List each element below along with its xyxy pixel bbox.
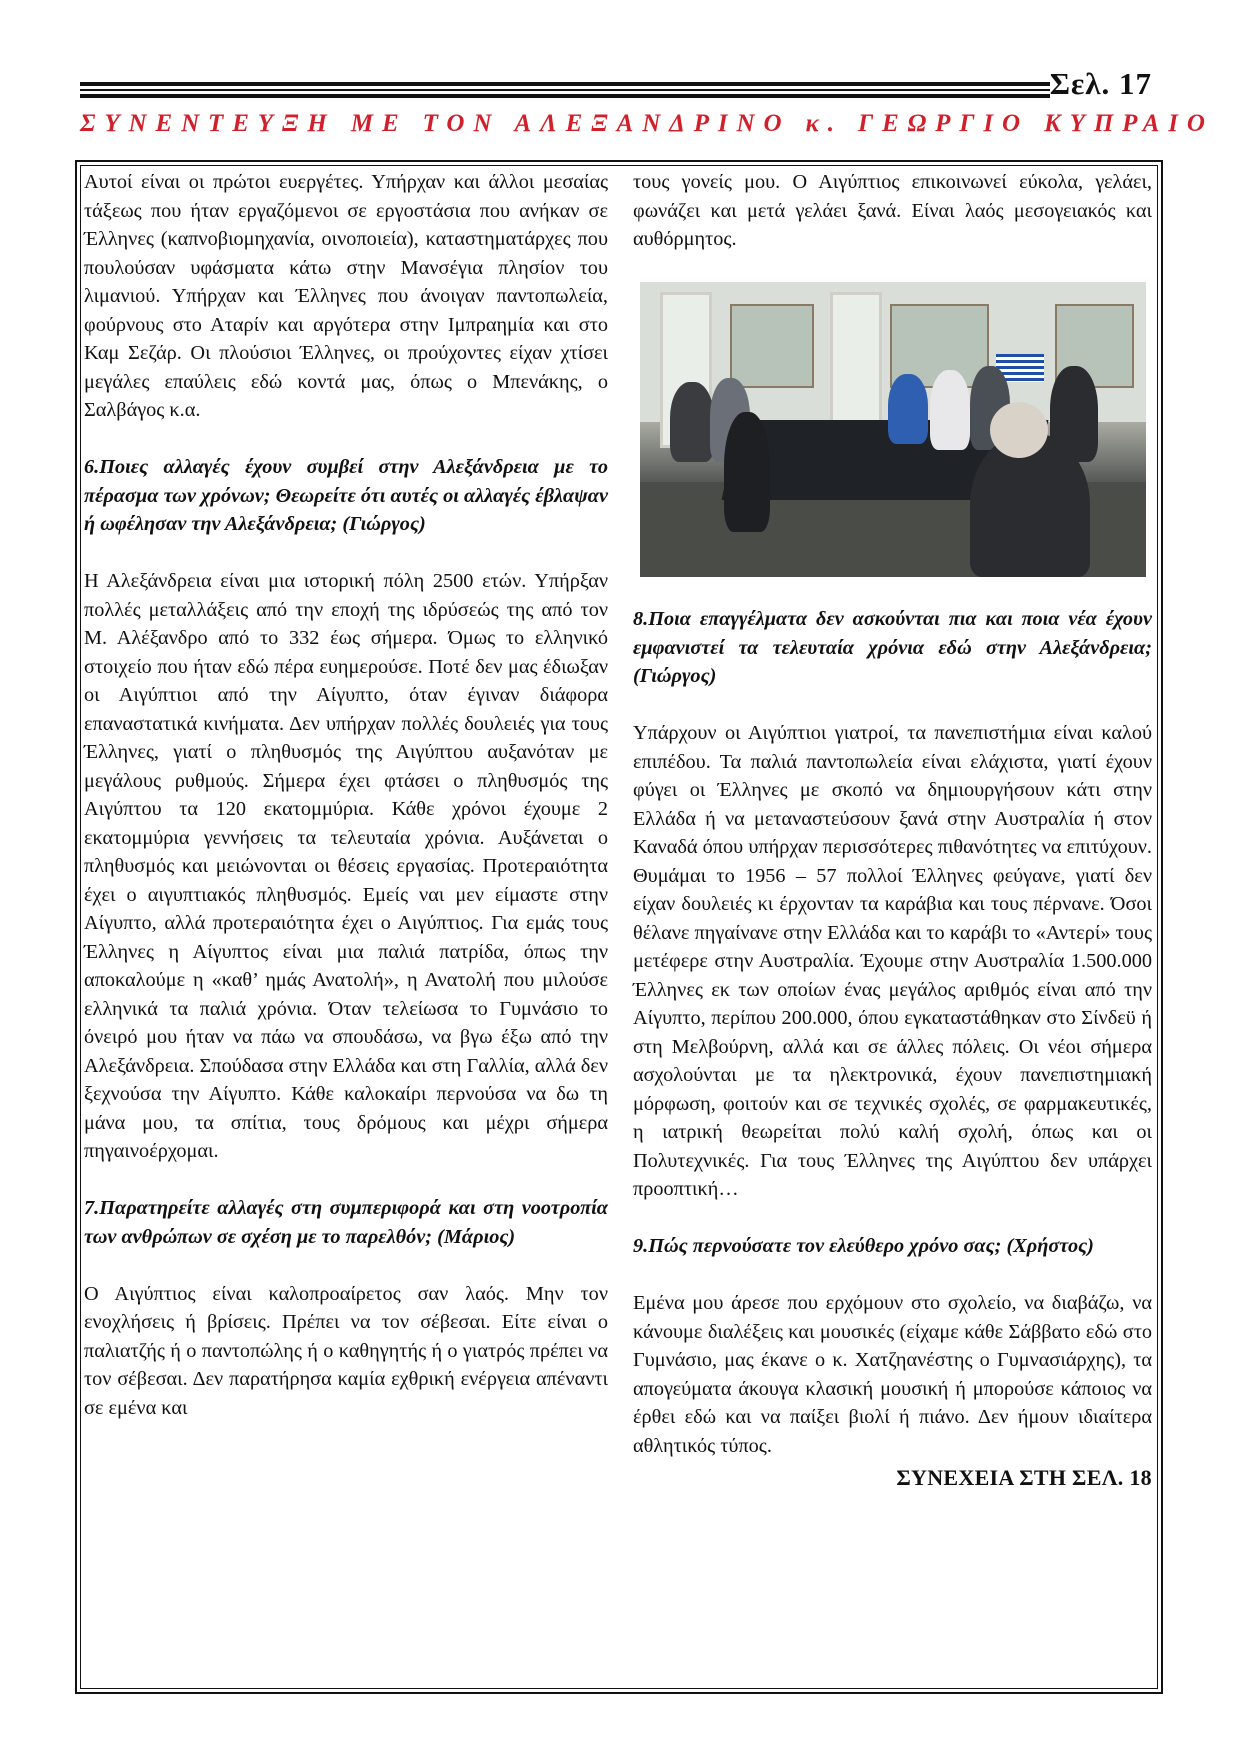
question-6: 6.Ποιες αλλαγές έχουν συμβεί στην Αλεξάνδρεια με το πέρασμα των χρόνων; Θεωρείτε ότι αυτές οι αλλαγές έβλαψαν ή ωφέλησαν την Αλεξάνδρεια; (Γιώργος) <box>84 456 608 535</box>
paragraph: Αυτοί είναι οι πρώτοι ευεργέτες. Υπήρχαν και άλλοι μεσαίας τάξεως που ήταν εργαζόμενοι σε εργοστάσια που ανήκαν σε Έλληνες (καπνοβιομηχανία, οινοποιεία), καταστηματάρχες που πουλούσαν υφάσματα κάτω στην Μανσέγια πλησίον του λιμανιού. Υπήρχαν και Έλληνες που άνοιγαν παντοπωλεία, φούρνους στο Αταρίν και αργότερα στην Ιμπραημία και στο Καμ Σεζάρ. Οι πλούσιοι Έλληνες, οι προύχοντες είχαν χτίσει μεγάλες επαύλεις εδώ κοντά μας, όπως ο Μπενάκης, ο Σαλβάγος κ.α. <box>84 171 608 421</box>
header-rules <box>80 82 1050 98</box>
continued-note: ΣΥΝΕΧΕΙΑ ΣΤΗ ΣΕΛ. 18 <box>896 1465 1152 1490</box>
answer-8: Υπάρχουν οι Αιγύπτιοι γιατροί, τα πανεπιστήμια είναι καλού επιπέδου. Τα παλιά παντοπωλεία είναι ελάχιστα, γιατί έχουν φύγει οι Έλληνες με σκοπό να δημιουργήσουν κάτι στην Ελλάδα ή να μεταναστεύσουν ξανά στην Αυστραλία ή στον Καναδά όπου υπήρχαν περισσότερες πιθανότητες να επιτύχουν. Θυμάμαι το 1956 – 57 πολλοί Έλληνες φεύγανε, γιατί δεν είχαν δουλειές κι έρχονταν τα καράβια και τους πέρνανε. Όσοι θέλανε πηγαίνανε στην Ελλάδα και το καράβι το «Αντερί» τους μετέφερε στην Αυστραλία. Έχουμε στην Αυστραλία 1.500.000 Έλληνες εκ των οποίων ένας μεγάλος αριθμός είναι από την Αίγυπτο, περίπου 200.000, όπου εγκαταστάθηκαν στο Σίνδεϋ ή στη Μελβούρνη, αλλά και σε άλλες πόλεις. Οι νέοι σήμερα ασχολούνται με τα ηλεκτρονικά, έχουν πανεπιστημιακή μόρφωση, φοιτούν και σε τεχνικές σχολές, σε φαρμακευτικές, η ιατρική θεωρείται πολύ καλή σχολή, όπως και οι Πολυτεχνικές. Για τους Έλληνες της Αιγύπτου δεν υπάρχει προοπτική… <box>633 722 1152 1200</box>
page-number: Σελ. 17 <box>1049 66 1152 101</box>
right-column <box>633 168 1152 1493</box>
answer-7: Ο Αιγύπτιος είναι καλοπροαίρετος σαν λαός. Μην τον ενοχλήσεις ή βρίσεις. Πρέπει να τον σέβεσαι. Είτε είναι ο παλιατζής ή ο παντοπώλης ή ο καθηγητής ή ο γιατρός πρέπει να τον σέβεσαι. Δεν παρατήρησα καμία εχθρική ενέργεια απέναντι σε εμένα και <box>84 1282 608 1419</box>
page-header <box>80 66 1160 106</box>
left-column <box>84 168 608 1422</box>
paragraph-continued: τους γονείς μου. Ο Αιγύπτιος επικοινωνεί εύκολα, γελάει, φωνάζει και μετά γελάει ξανά. Είναι λαός μεσογειακός και αυθόρμητος. <box>633 171 1152 250</box>
question-7: 7.Παρατηρείτε αλλαγές στη συμπεριφορά και στη νοοτροπία των ανθρώπων σε σχέση με το παρελθόν; (Μάριος) <box>84 1197 608 1248</box>
answer-9: Εμένα μου άρεσε που ερχόμουν στο σχολείο, να διαβάζω, να κάνουμε διαλέξεις και μουσικές (είχαμε κάθε Σάββατο εδώ στο Γυμνάσιο, μας έκανε ο κ. Χατζηανέστης ο Γυμνασιάρχης), τα απογεύματα άκουγα κλασική μουσική ή μπορούσε κάποιος να έρθει εδώ και να παίξει βιολί ή πιάνο. Δεν ήμουν ιδιαίτερα αθλητικός τύπος. <box>633 1292 1152 1457</box>
article-banner: ΣΥΝΕΝΤΕΥΞΗ ΜΕ ΤΟΝ ΑΛΕΞΑΝΔΡΙΝΟ κ. ΓΕΩΡΓΙΟ ΚΥΠΡΑΙΟ <box>80 110 1214 137</box>
question-8: 8.Ποια επαγγέλματα δεν ασκούνται πια και ποια νέα έχουν εμφανιστεί τα τελευταία χρόνια εδώ στην Αλεξάνδρεια; (Γιώργος) <box>633 608 1152 687</box>
answer-6: Η Αλεξάνδρεια είναι μια ιστορική πόλη 2500 ετών. Υπήρξαν πολλές μεταλλάξεις από την εποχή της ιδρύσεώς της από τον Μ. Αλέξανδρο από το 332 έως σήμερα. Όμως το ελληνικό στοιχείο που ήταν εδώ πέρα ευημερούσε. Ποτέ δεν μας έδιωξαν οι Αιγύπτιοι από την Αίγυπτο, όταν έγιναν διάφορα επαναστατικά κινήματα. Δεν υπήρχαν πολλές δουλειές για τους Έλληνες, γιατί ο πληθυσμός της Αιγύπτου αυξανόταν με μεγάλους ρυθμούς. Σήμερα έχει φτάσει ο πληθυσμός της Αιγύπτου τα 120 εκατομμύρια. Κάθε χρόνοι έχουμε 2 εκατομμύρια γεννήσεις τα τελευταία χρόνια. Αυξάνεται ο πληθυσμός και μειώνονται οι θέσεις εργασίας. Προτεραιότητα έχει ο αιγυπτιακός πληθυσμός. Εμείς ναι μεν είμαστε στην Αίγυπτο, αλλά προτεραιότητα έχει ο Αιγύπτιος. Για εμάς τους Έλληνες η Αίγυπτος είναι μια παλιά πατρίδα, όπως την αποκαλούμε η «καθ’ ημάς Ανατολή», η Ανατολή που μιλούσε ελληνικά τα παλιά χρόνια. Όταν τελείωσα το Γυμνάσιο το όνειρό μου ήταν να πάω να σπουδάσω, να βγω έξω από την Αλεξάνδρεια. Σπούδασα στην Ελλάδα και στη Γαλλία, αλλά δεν ξεχνούσα την Αίγυπτο. Κάθε καλοκαίρι περνούσα να δω τη μάνα μου, τα σπίτια, τους δρόμους και μέχρι σήμερα πηγαινοέρχομαι. <box>84 570 608 1162</box>
classroom-photo <box>640 282 1146 577</box>
question-9: 9.Πώς περνούσατε τον ελεύθερο χρόνο σας; (Χρήστος) <box>633 1235 1094 1257</box>
